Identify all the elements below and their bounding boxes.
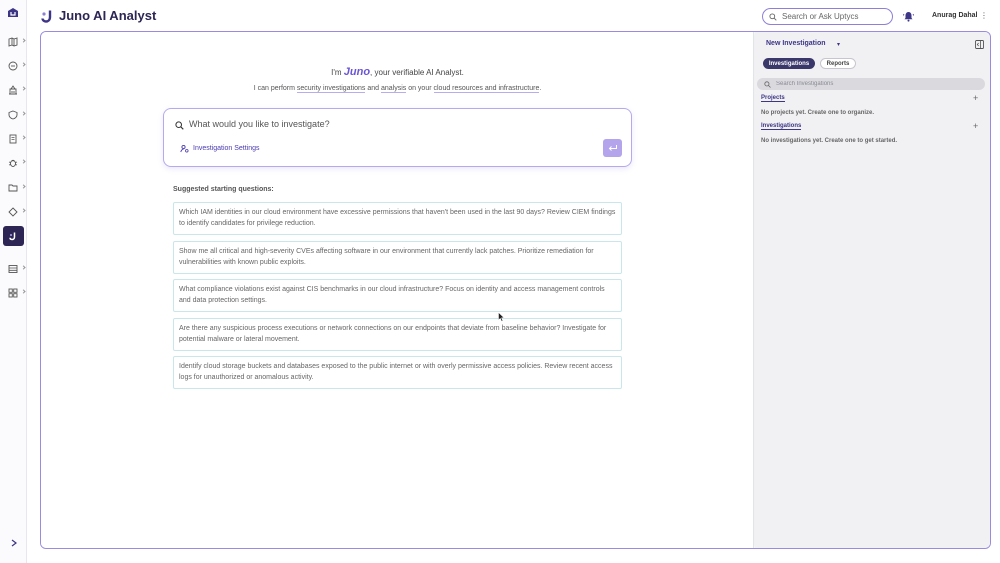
investigation-search-input[interactable] [776,81,976,87]
search-icon [764,81,771,88]
chevron-right-icon [21,38,25,42]
tab-investigations[interactable]: Investigations [763,58,815,69]
chevron-right-icon [21,159,25,163]
suggested-question[interactable]: Which IAM identities in our cloud environment have excessive permissions that haven't been used in the last 90 days? Review CIEM findings to identify candidates for privilege reduction. [173,202,622,235]
chevron-right-icon [21,184,25,188]
user-menu-icon[interactable]: ⋮ [980,11,988,20]
search-icon [769,13,777,21]
greeting-suffix: , your verifiable AI Analyst. [370,68,464,77]
greeting [41,66,754,78]
suggested-question[interactable]: What compliance violations exist against CIS benchmarks in our cloud infrastructure? Focus on identity and access management controls and data protection settings. [173,279,622,312]
rail-item-infrastructure[interactable] [3,80,24,100]
rail-item-reports[interactable] [3,129,24,149]
security-investigations-link[interactable]: security investigations [296,85,366,92]
document-icon [8,134,18,144]
investigations-empty-text: No investigations yet. Create one to get started. [761,138,898,144]
grid-icon [8,288,18,298]
list-icon [8,264,18,274]
chevron-right-icon [21,135,25,139]
global-search-input[interactable] [782,12,887,21]
investigation-search[interactable] [757,78,985,90]
notification-bell-icon[interactable] [903,11,914,22]
rail-item-detections[interactable] [3,202,24,222]
bug-icon [8,158,18,168]
greeting-prefix: I'm [331,68,344,77]
add-investigation-button[interactable]: + [973,121,979,131]
capabilities-text: . [539,85,542,92]
rail-item-map[interactable] [3,32,24,52]
investigations-sidebar [755,32,990,548]
juno-brand-name: Juno [343,66,371,78]
ask-box [163,108,632,167]
main-panel [40,31,991,549]
left-nav-rail [0,0,27,563]
rail-item-assets[interactable] [3,178,24,198]
rail-item-juno[interactable] [3,226,24,246]
expand-nav-icon[interactable] [9,538,19,548]
capabilities-line [41,85,754,92]
submit-button[interactable] [603,139,622,157]
chevron-right-icon [21,289,25,293]
suggested-questions-title: Suggested starting questions: [173,186,274,193]
suggested-question[interactable]: Are there any suspicious process executions or network connections on our endpoints that deviate from baseline behavior? Investigate for potential malware or lateral movement. [173,318,622,351]
chevron-down-icon[interactable]: ▾ [837,42,841,48]
mouse-cursor-icon [498,312,505,322]
map-icon [8,37,18,47]
investigation-settings-button[interactable] [180,144,260,153]
collapse-panel-icon[interactable] [975,40,984,49]
enter-arrow-icon [608,144,618,152]
analysis-link[interactable]: analysis [380,85,407,92]
rail-item-threats[interactable] [3,153,24,173]
rail-item-list[interactable] [3,259,24,279]
chevron-right-icon [21,62,25,66]
settings-person-icon [180,144,189,153]
chevron-right-icon [21,86,25,90]
capabilities-text: on your [406,85,434,92]
projects-empty-text: No projects yet. Create one to organize. [761,110,875,116]
new-investigation-button[interactable]: New Investigation [766,40,826,47]
top-bar [27,0,1000,32]
cloud-resources-link[interactable]: cloud resources and infrastructure [433,85,540,92]
rail-item-apps[interactable] [3,283,24,303]
capabilities-text: and [365,85,381,92]
rail-item-security[interactable] [3,105,24,125]
folder-icon [8,183,18,193]
juno-icon [8,231,18,241]
add-project-button[interactable]: + [973,93,979,103]
chevron-right-icon [21,208,25,212]
chevron-right-icon [21,265,25,269]
search-icon [175,121,184,130]
investigate-input[interactable] [189,119,589,129]
rail-item-exposure[interactable] [3,56,24,76]
uptycs-logo-icon[interactable] [7,7,19,19]
chevron-right-icon [21,111,25,115]
suggested-question[interactable]: Identify cloud storage buckets and databases exposed to the public internet or with overly permissive access policies. Review recent access logs for unauthorized or anomalous activity. [173,356,622,389]
tab-reports[interactable]: Reports [820,58,856,69]
projects-header[interactable]: Projects [761,95,785,101]
capabilities-text: I can perform [253,85,297,92]
shield-icon [8,110,18,120]
investigation-settings-label: Investigation Settings [193,145,260,152]
user-name[interactable]: Anurag Dahal [932,12,978,19]
suggested-question[interactable]: Show me all critical and high-severity CVEs affecting software in our environment that currently lack patches. Prioritize remediation for vulnerabilities with known public exploits. [173,241,622,274]
building-icon [8,85,18,95]
diamond-icon [8,207,18,217]
juno-logo-icon [41,9,55,23]
chat-area [41,32,754,548]
app-title: Juno AI Analyst [59,8,157,23]
global-search[interactable] [762,8,893,25]
investigations-header[interactable]: Investigations [761,123,802,129]
minus-circle-icon [8,61,18,71]
